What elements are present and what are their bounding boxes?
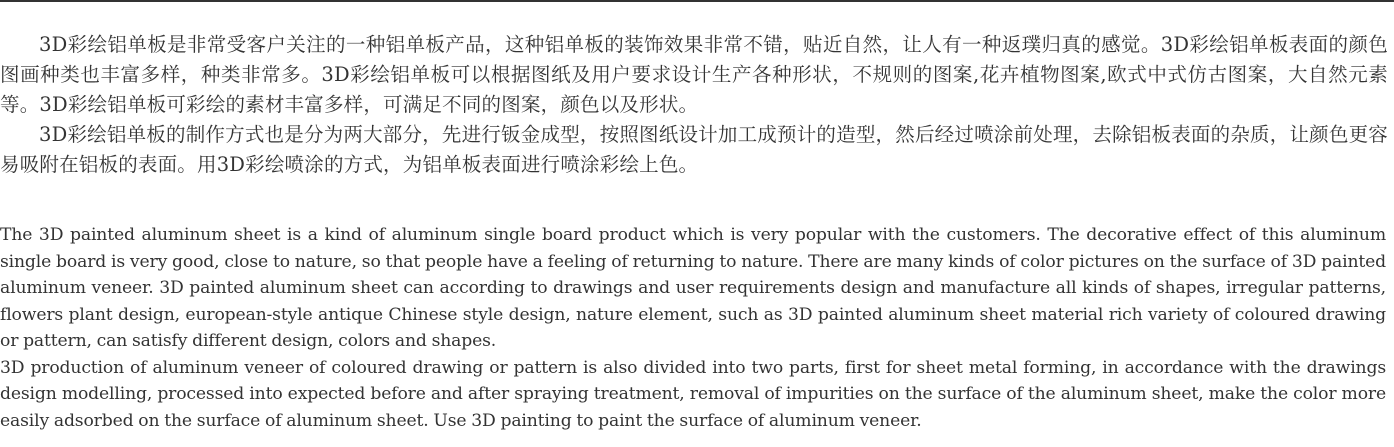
english-paragraph-2: 3D production of aluminum veneer of coloured drawing or pattern is also divided into two parts, first for sheet metal forming, in accordance with the drawings design modelling, processed into expected before and after spraying treatment, removal of impurities on the surface of the aluminum sheet, make the color more easily adsorbed on the surface of aluminum sheet. Use 3D painting to paint the surface of aluminum veneer. (0, 357, 1386, 431)
english-paragraph-1: The 3D painted aluminum sheet is a kind of aluminum single board product which is very popular with the customers. The decorative effect of this aluminum single board is very good, close to nature, so that people have a feeling of returning to nature. There are many kinds of color pictures on the surface of 3D painted aluminum veneer. 3D painted aluminum sheet can according to drawings and user requirements design and manufacture all kinds of shapes, irregular patterns, flowers plant design, european-style antique Chinese style design, nature element, such as 3D painted aluminum sheet material rich variety of coloured drawing or pattern, can satisfy different design, colors and shapes. (0, 225, 1386, 351)
english-text-section (0, 222, 1386, 434)
chinese-paragraph-1: 3D彩绘铝单板是非常受客户关注的一种铝单板产品，这种铝单板的装饰效果非常不错，贴近自然，让人有一种返璞归真的感觉。3D彩绘铝单板表面的颜色图画种类也丰富多样，种类非常多。3D彩绘铝单板可以根据图纸及用户要求设计生产各种形状，不规则的图案,花卉植物图案,欧式中式仿古图案，大自然元素等。3D彩绘铝单板可彩绘的素材丰富多样，可满足不同的图案，颜色以及形状。 (0, 33, 1388, 116)
chinese-paragraph-2: 3D彩绘铝单板的制作方式也是分为两大部分，先进行钣金成型，按照图纸设计加工成预计的造型，然后经过喷涂前处理，去除铝板表面的杂质，让颜色更容易吸附在铝板的表面。用3D彩绘喷涂的方式，为铝单板表面进行喷涂彩绘上色。 (0, 123, 1388, 176)
top-divider (0, 0, 1394, 2)
chinese-text-section (0, 30, 1388, 180)
